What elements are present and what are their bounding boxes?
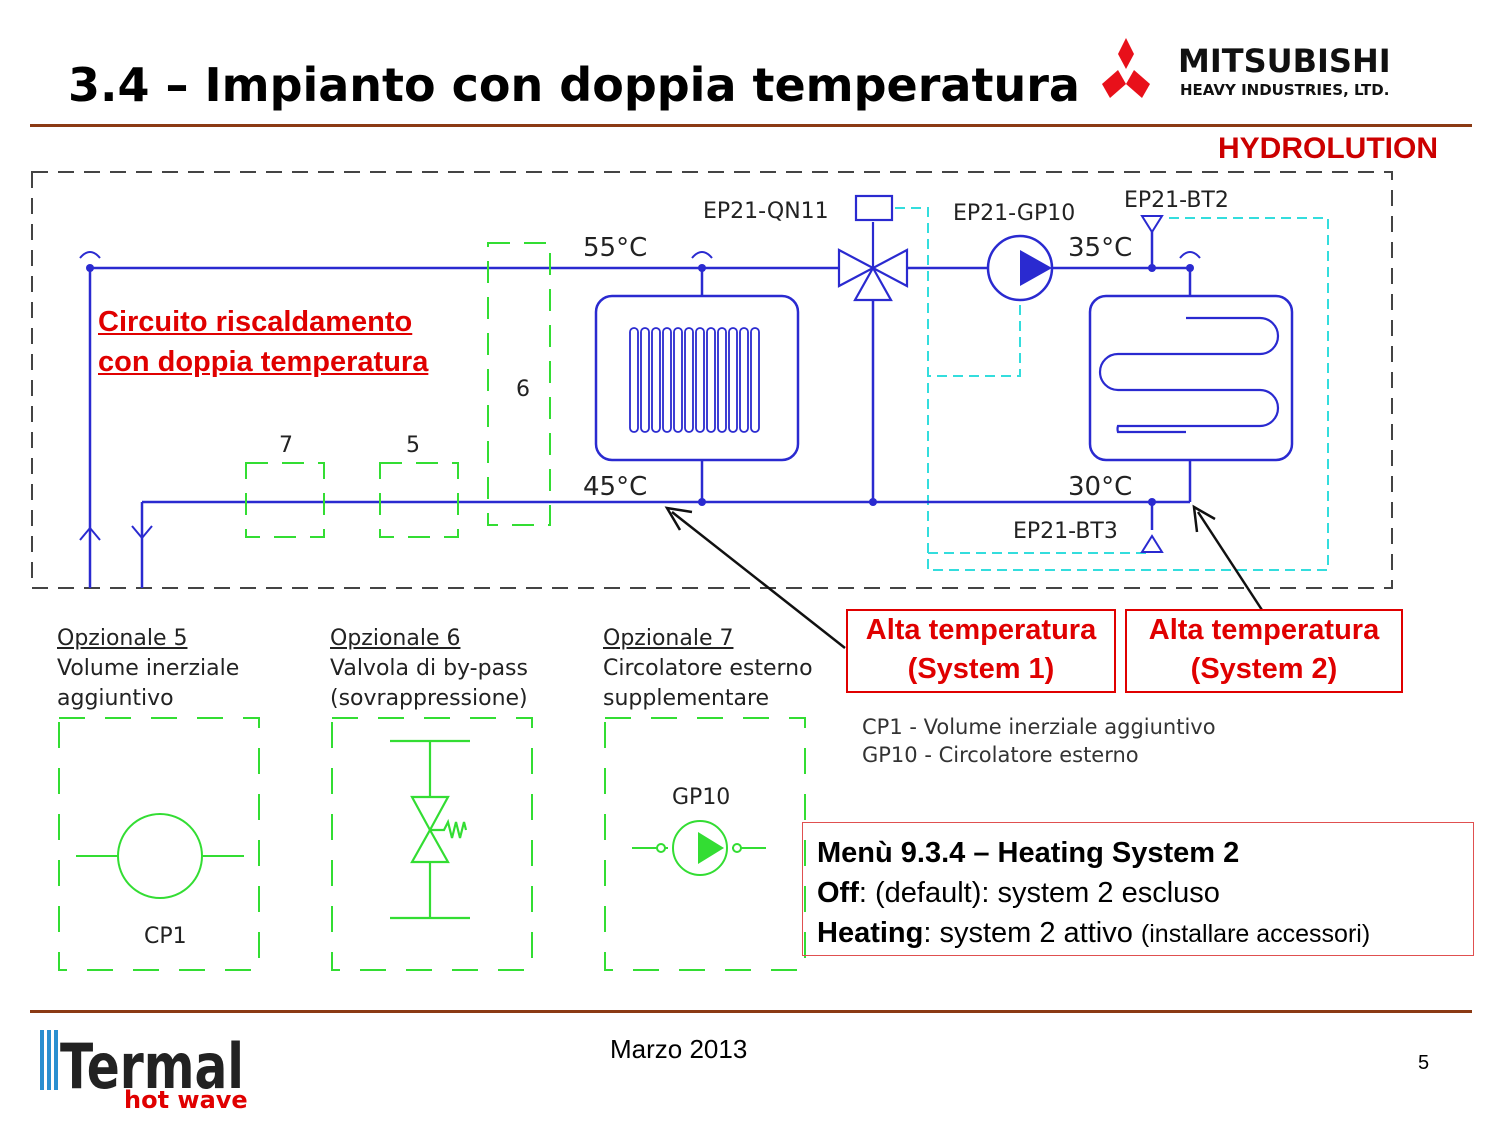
sensor-return-label: EP21-BT3	[1013, 519, 1118, 544]
temp-s1-return: 45°C	[583, 472, 648, 502]
bypass-valve-icon	[390, 741, 470, 918]
brand-label: HYDROLUTION	[1218, 132, 1438, 165]
circulator-pump-icon	[988, 236, 1052, 300]
gp10-label: GP10	[672, 785, 731, 810]
termal-logo-sub: hot wave	[124, 1086, 248, 1112]
callout-system-2: Alta temperatura (System 2)	[1125, 609, 1403, 693]
floor-heating-icon	[1090, 296, 1292, 460]
slot-5-label: 5	[406, 433, 420, 458]
slot-6-label: 6	[516, 377, 530, 402]
menu-info-box: Menù 9.3.4 – Heating System 2 Off: (default): system 2 escluso Heating: system 2 attivo (installare accessori)	[802, 822, 1474, 956]
termal-stripes	[40, 1030, 58, 1090]
callout-system-1: Alta temperatura (System 1)	[846, 609, 1116, 693]
optional-5-text: Opzionale 5 Volume inerziale aggiuntivo	[57, 626, 240, 711]
logo-name: MITSUBISHI	[1178, 42, 1391, 80]
page-number: 5	[1418, 1052, 1430, 1074]
temp-s2-supply: 35°C	[1068, 233, 1133, 263]
radiator-icon	[596, 296, 798, 460]
optional-symbols	[0, 700, 820, 990]
cp1-label: CP1	[144, 924, 187, 949]
external-pump-icon	[632, 821, 766, 875]
buffer-tank-icon	[76, 814, 244, 898]
valve-label: EP21-QN11	[703, 199, 829, 224]
circuit-label: Circuito riscaldamento con doppia temperatura	[98, 306, 429, 378]
menu-title: Menù 9.3.4 – Heating System 2	[817, 837, 1240, 869]
optional-6-text: Opzionale 6 Valvola di by-pass (sovrappressione)	[330, 626, 528, 711]
optional-7-text: Opzionale 7 Circolatore esterno supplementare	[603, 626, 813, 711]
logo-subtitle: HEAVY INDUSTRIES, LTD.	[1180, 81, 1390, 99]
termal-logo	[38, 1024, 258, 1112]
pump-label: EP21-GP10	[953, 201, 1076, 226]
sensor-supply-label: EP21-BT2	[1124, 188, 1229, 213]
termal-logo-main: Termal	[60, 1030, 244, 1103]
temp-s2-return: 30°C	[1068, 472, 1133, 502]
footer-divider	[30, 1010, 1472, 1013]
slot-7-label: 7	[279, 433, 293, 458]
temp-s1-supply: 55°C	[583, 233, 648, 263]
page-title: 3.4 – Impianto con doppia temperatura	[68, 58, 1080, 112]
footer-date: Marzo 2013	[610, 1034, 748, 1064]
three-way-valve-icon	[839, 196, 907, 300]
component-legend: CP1 - Volume inerziale aggiuntivo GP10 - Circolatore esterno	[862, 715, 1216, 767]
optional-slots	[246, 243, 550, 537]
